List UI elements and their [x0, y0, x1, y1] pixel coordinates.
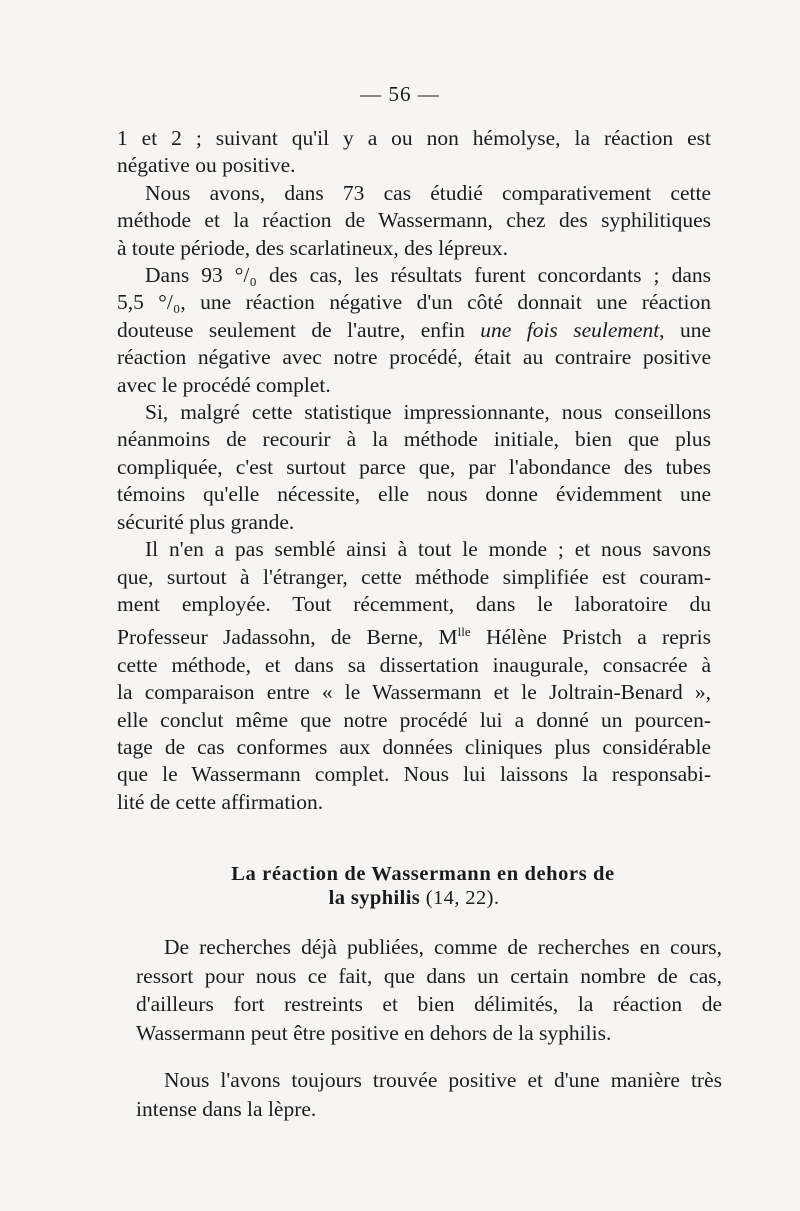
text-line: Nous l'avons toujours trouvée positive et d'une manière très [164, 1068, 722, 1092]
text-line: ment employée. Tout récemment, dans le laboratoire du [117, 591, 711, 616]
text-line: la comparaison entre « le Wassermann et le Joltrain-Benard », [117, 680, 711, 705]
text-line: Si, malgré cette statistique impressionnante, nous conseillons [145, 400, 711, 425]
text-line: sécurité plus grande. [117, 509, 295, 534]
text-line: que le Wassermann complet. Nous lui laissons la responsabi- [117, 762, 711, 787]
text-line: Dans 93 °/₀ des cas, les résultats furent concordants ; dans [145, 263, 711, 288]
text-segment: Hélène Pristch a repris [470, 625, 711, 650]
text-line: d'ailleurs fort restreints et bien délimités, la réaction de [136, 992, 722, 1016]
paragraph-2 [117, 180, 711, 262]
heading-line [117, 886, 711, 910]
text-line: lité de cette affirmation. [117, 789, 324, 814]
text-line: intense dans la lèpre. [136, 1096, 317, 1121]
text-segment: Professeur Jadassohn, de Berne, M [117, 625, 458, 650]
body-text [117, 125, 711, 816]
paragraph-3 [117, 262, 711, 399]
page-number: — 56 — [360, 82, 440, 106]
section-heading [117, 862, 711, 910]
text-segment: douteuse seulement de l'autre, enfin [117, 317, 465, 342]
heading-line: La réaction de Wassermann en dehors de [231, 863, 615, 885]
text-line: Wassermann peut être positive en dehors de la syphilis. [136, 1020, 612, 1045]
text-line: elle conclut même que notre procédé lui a donné un pourcen- [117, 707, 711, 732]
text-line: tage de cas conformes aux données cliniques plus considérable [117, 734, 711, 759]
text-line: Il n'en a pas semblé ainsi à tout le monde ; et nous savons [145, 537, 711, 562]
text-line: De recherches déjà publiées, comme de recherches en cours, [164, 935, 722, 959]
superscript: lle [457, 624, 471, 640]
section-text [136, 933, 722, 1123]
text-line: méthode et la réaction de Wassermann, chez des syphilitiques [117, 208, 711, 233]
text-line: cette méthode, et dans sa dissertation inaugurale, consacrée à [117, 652, 711, 677]
paragraph-4 [117, 399, 711, 536]
text-line: ressort pour nous ce fait, que dans un certain nombre de cas, [136, 963, 722, 988]
text-line: réaction négative avec notre procédé, était au contraire positive [117, 345, 711, 370]
text-line-mixed [117, 317, 711, 344]
text-line: 1 et 2 ; suivant qu'il y a ou non hémolyse, la réaction est [117, 126, 711, 150]
text-line: avec le procédé complet. [117, 372, 331, 397]
section-paragraph-2 [136, 1066, 722, 1123]
heading-reference: (14, 22). [420, 887, 500, 909]
italic-text: une fois seulement [480, 317, 660, 342]
text-line: néanmoins de recourir à la méthode initiale, bien que plus [117, 427, 711, 452]
text-line: compliquée, c'est surtout parce que, par l'abondance des tubes [117, 454, 711, 479]
paragraph-1 [117, 125, 711, 180]
section-paragraph-1 [136, 933, 722, 1047]
text-segment: , une [659, 317, 711, 342]
text-line: témoins qu'elle nécessite, elle nous donne évidemment une [117, 482, 711, 507]
text-line: que, surtout à l'étranger, cette méthode simplifiée est couram- [117, 564, 711, 589]
text-line: Nous avons, dans 73 cas étudié comparativement cette [145, 180, 711, 205]
text-line-mixed [117, 618, 711, 651]
text-line: négative ou positive. [117, 153, 296, 178]
text-line: 5,5 °/₀, une réaction négative d'un côté donnait une réaction [117, 290, 711, 315]
text-line: à toute période, des scarlatineux, des lépreux. [117, 235, 509, 260]
paragraph-5 [117, 536, 711, 816]
heading-text: la syphilis [328, 887, 421, 909]
